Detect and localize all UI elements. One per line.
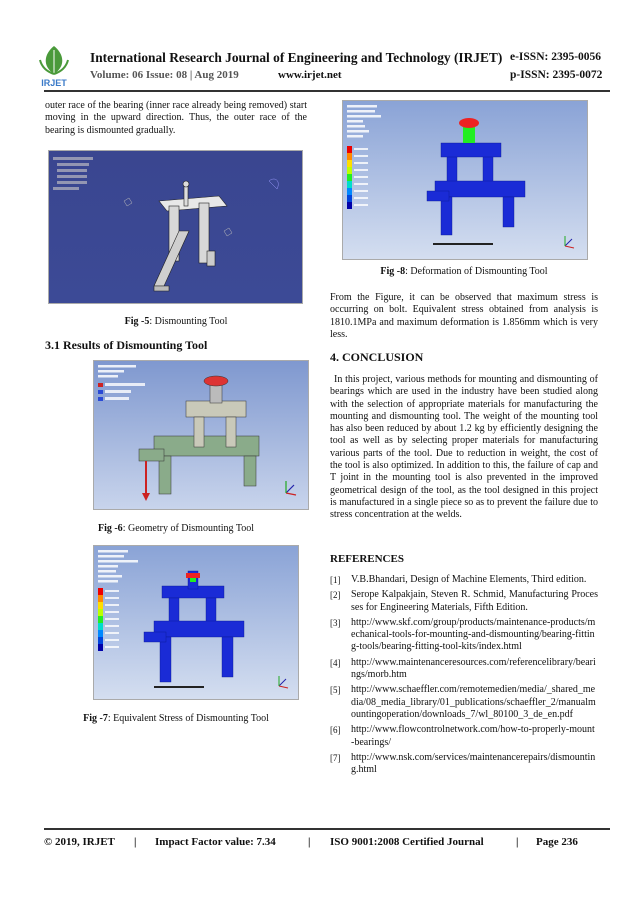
reference-link[interactable]: http://www.maintenanceresources.com/referencelibrary/bearings/morb.htm — [351, 656, 596, 681]
pissn: p-ISSN: 2395-0072 — [510, 69, 603, 81]
fig7-text: : Equivalent Stress of Dismounting Tool — [107, 713, 269, 724]
reference-item — [330, 589, 598, 614]
references-list — [330, 574, 598, 779]
header-divider — [44, 90, 610, 92]
reference-number: [1] — [330, 575, 341, 585]
figure-8-image — [342, 100, 588, 260]
figure-7-caption — [45, 713, 307, 724]
reference-link[interactable]: http://www.flowcontrolnetwork.com/how-to-properly-mount-bearings/ — [351, 724, 595, 748]
reference-item — [330, 574, 598, 586]
figure-5-image — [48, 150, 303, 304]
logo-text: IRJET — [41, 78, 67, 88]
fig5-label: Fig -5 — [124, 316, 150, 327]
reference-text: Serope Kalpakjain, Steven R. Schmid, Manufacturing Processes for Engineering Materials, Fifth Edition. — [351, 589, 598, 613]
left-paragraph: outer race of the bearing (inner race already being removed) start moving in the upward direction. Thus, the outer race of the bearing is dismounted gradually. — [45, 100, 307, 136]
footer-divider — [44, 828, 610, 830]
journal-url[interactable]: www.irjet.net — [278, 69, 342, 81]
footer-separator: | — [516, 836, 519, 848]
irjet-logo — [34, 44, 74, 90]
reference-item — [330, 724, 598, 749]
figure-7-image — [93, 545, 299, 700]
reference-number: [4] — [330, 657, 341, 668]
figure-6-image — [93, 360, 309, 510]
footer-iso: ISO 9001:2008 Certified Journal — [330, 836, 484, 848]
footer-page-number: Page 236 — [536, 836, 578, 848]
footer-separator: | — [134, 836, 137, 848]
reference-number: [3] — [330, 617, 341, 628]
fig8-text: : Deformation of Dismounting Tool — [405, 266, 548, 277]
eissn: e-ISSN: 2395-0056 — [510, 51, 602, 63]
conclusion-paragraph: In this project, various methods for mounting and dismounting of bearings which are used in the industry have been studied along with the selection of appropriate materials for manufacturing the mounting and dismounting tool. The weight of the mounting tool has also been reduced by about 1.2 kg by efficiently designing the tool as well as by selecting proper materials for manufacturing various parts of the tool. Due to reduction in weight, the cost of the tool is also optimized. In addition to this, the failure of cap and T joint in the mounting tool is also prevented in the improved geometrical design of the tool, as the tool designed in this project is manufactured in a single piece so as to prevent the failure due to stress concentration at the welds. — [330, 374, 598, 521]
results-paragraph: From the Figure, it can be observed that maximum stress is occurring on bolt. Equivalent stress obtained from analysis is 1810.1MPa and maximum deformation is 1.856mm which is very less. — [330, 292, 598, 340]
fig8-label: Fig -8 — [380, 266, 406, 277]
figure-8-caption — [330, 266, 598, 277]
fig5-text: : Dismounting Tool — [149, 316, 228, 327]
reference-number: [6] — [330, 725, 341, 736]
section-heading-results: 3.1 Results of Dismounting Tool — [45, 338, 208, 352]
reference-item — [330, 657, 598, 682]
footer-impact-factor: Impact Factor value: 7.34 — [155, 836, 276, 848]
reference-number: [5] — [330, 685, 341, 696]
fig6-label: Fig -6 — [97, 523, 123, 534]
volume-issue: Volume: 06 Issue: 08 | Aug 2019 — [90, 69, 239, 81]
reference-item — [330, 617, 598, 654]
reference-link[interactable]: http://www.nsk.com/services/maintenancerepairs/dismounting.html — [351, 751, 596, 776]
figure-5-caption — [45, 316, 307, 327]
footer-separator: | — [308, 836, 311, 848]
figure-6-caption — [45, 523, 307, 534]
reference-item — [330, 684, 598, 721]
footer-copyright: © 2019, IRJET — [44, 836, 115, 848]
reference-number: [7] — [330, 752, 341, 763]
references-heading: REFERENCES — [330, 553, 404, 565]
reference-number: [2] — [330, 590, 341, 601]
fig7-label: Fig -7 — [83, 713, 108, 724]
journal-title: International Research Journal of Engineering and Technology (IRJET) — [90, 50, 503, 65]
fig6-text: : Geometry of Dismounting Tool — [122, 523, 255, 534]
reference-link[interactable]: http://www.skf.com/group/products/maintenance-products/mechanical-tools-for-mounting-and-dismounting/bearing-fitting-tools/bearing-fitting-tool-kits/index.html — [351, 616, 596, 653]
reference-text: V.B.Bhandari, Design of Machine Elements, Third edition. — [351, 574, 587, 585]
reference-link[interactable]: http://www.schaeffler.com/remotemedien/media/_shared_media/08_media_library/01_publications/schaeffler_2/manualmountingoperation/downloads_7/wl_80100_3_de_en.pdf — [351, 684, 596, 720]
reference-item — [330, 752, 598, 777]
conclusion-heading: 4. CONCLUSION — [330, 350, 424, 364]
